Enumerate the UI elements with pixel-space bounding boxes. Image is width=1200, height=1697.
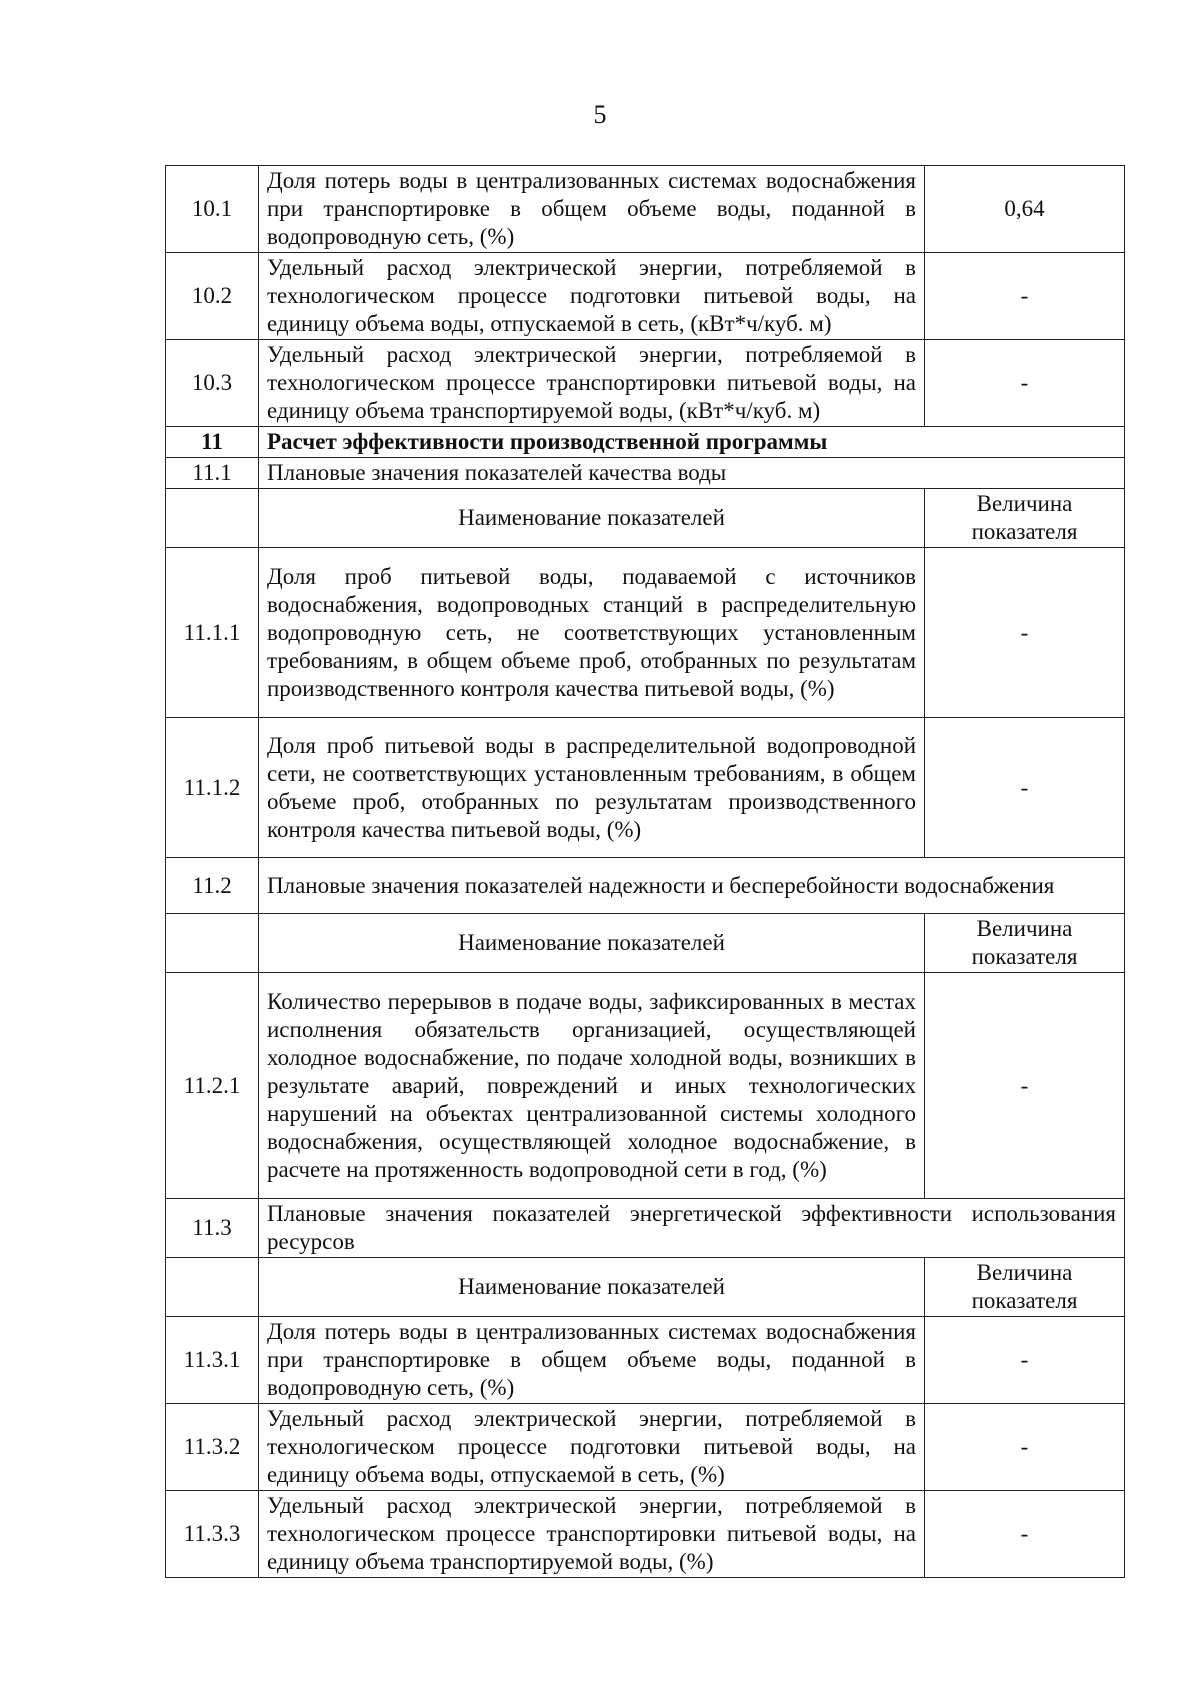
section-row	[166, 427, 1125, 458]
table-row	[166, 340, 1125, 427]
row-value: -	[925, 1317, 1125, 1404]
header-value: Величина показателя	[925, 1258, 1125, 1317]
header-empty-cell	[166, 1258, 259, 1317]
header-row	[166, 489, 1125, 548]
row-number: 11.3.2	[166, 1404, 259, 1491]
header-value: Величина показателя	[925, 914, 1125, 973]
subsection-number: 11.2	[166, 858, 259, 914]
row-value: -	[925, 340, 1125, 427]
row-number: 10.3	[166, 340, 259, 427]
header-empty-cell	[166, 914, 259, 973]
row-value: 0,64	[925, 166, 1125, 253]
row-description: Доля проб питьевой воды, подаваемой с источников водоснабжения, водопроводных станций в распределительную водопроводную сеть, не соответствующих установленным требованиям, в общем объеме проб, отобранных по результатам производственного контроля качества питьевой воды, (%)	[259, 548, 925, 718]
header-row	[166, 1258, 1125, 1317]
subsection-number: 11.3	[166, 1199, 259, 1258]
row-description: Удельный расход электрической энергии, потребляемой в технологическом процессе подготовки питьевой воды, на единицу объема воды, отпускаемой в сеть, (%)	[259, 1404, 925, 1491]
header-empty-cell	[166, 489, 259, 548]
table-row	[166, 973, 1125, 1199]
row-number: 10.2	[166, 253, 259, 340]
row-value: -	[925, 253, 1125, 340]
row-description: Удельный расход электрической энергии, потребляемой в технологическом процессе транспортировки питьевой воды, на единицу объема транспортируемой воды, (%)	[259, 1491, 925, 1578]
row-number: 10.1	[166, 166, 259, 253]
header-value: Величина показателя	[925, 489, 1125, 548]
section-title: Расчет эффективности производственной программы	[259, 427, 1125, 458]
row-value: -	[925, 718, 1125, 858]
subsection-number: 11.1	[166, 458, 259, 489]
table-row	[166, 253, 1125, 340]
header-name: Наименование показателей	[259, 914, 925, 973]
table-row	[166, 1317, 1125, 1404]
row-description: Доля проб питьевой воды в распределительной водопроводной сети, не соответствующих установленным требованиям, в общем объеме проб, отобранных по результатам производственного контроля качества питьевой воды, (%)	[259, 718, 925, 858]
row-value: -	[925, 1404, 1125, 1491]
header-name: Наименование показателей	[259, 1258, 925, 1317]
page-number: 5	[593, 100, 607, 129]
table-row	[166, 718, 1125, 858]
row-description: Удельный расход электрической энергии, потребляемой в технологическом процессе подготовки питьевой воды, на единицу объема воды, отпускаемой в сеть, (кВт*ч/куб. м)	[259, 253, 925, 340]
subsection-row	[166, 458, 1125, 489]
row-value: -	[925, 1491, 1125, 1578]
table-row	[166, 1491, 1125, 1578]
row-number: 11.1.1	[166, 548, 259, 718]
subsection-title: Плановые значения показателей качества воды	[259, 458, 1125, 489]
table-row	[166, 1404, 1125, 1491]
subsection-row	[166, 858, 1125, 914]
indicators-table	[165, 165, 1125, 1578]
row-value: -	[925, 548, 1125, 718]
header-row	[166, 914, 1125, 973]
subsection-title: Плановые значения показателей надежности и бесперебойности водоснабжения	[259, 858, 1125, 914]
row-description: Количество перерывов в подаче воды, зафиксированных в местах исполнения обязательств организацией, осуществляющей холодное водоснабжение, по подаче холодной воды, возникших в результате аварий, повреждений и иных технологических нарушений на объектах централизованной системы холодного водоснабжения, осуществляющей холодное водоснабжение, в расчете на протяженность водопроводной сети в год, (%)	[259, 973, 925, 1199]
section-number: 11	[166, 427, 259, 458]
row-number: 11.3.1	[166, 1317, 259, 1404]
header-name: Наименование показателей	[259, 489, 925, 548]
table-row	[166, 548, 1125, 718]
table-row	[166, 166, 1125, 253]
row-number: 11.3.3	[166, 1491, 259, 1578]
row-number: 11.1.2	[166, 718, 259, 858]
row-number: 11.2.1	[166, 973, 259, 1199]
row-description: Доля потерь воды в централизованных системах водоснабжения при транспортировке в общем объеме воды, поданной в водопроводную сеть, (%)	[259, 166, 925, 253]
subsection-title: Плановые значения показателей энергетической эффективности использования ресурсов	[259, 1199, 1125, 1258]
row-description: Удельный расход электрической энергии, потребляемой в технологическом процессе транспортировки питьевой воды, на единицу объема транспортируемой воды, (кВт*ч/куб. м)	[259, 340, 925, 427]
row-value: -	[925, 973, 1125, 1199]
subsection-row	[166, 1199, 1125, 1258]
row-description: Доля потерь воды в централизованных системах водоснабжения при транспортировке в общем объеме воды, поданной в водопроводную сеть, (%)	[259, 1317, 925, 1404]
